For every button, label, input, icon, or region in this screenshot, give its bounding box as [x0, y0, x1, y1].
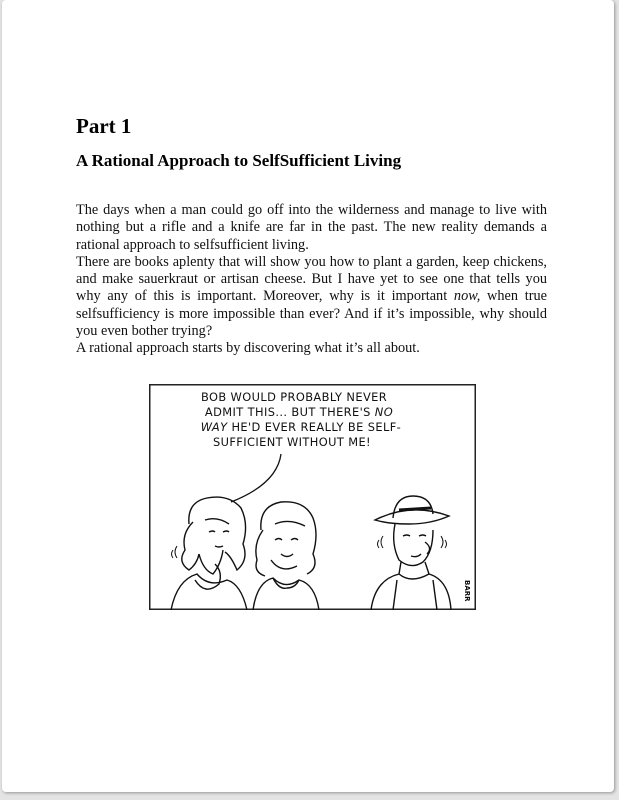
paragraph-3: A rational approach starts by discovering what it’s all about.	[76, 340, 420, 357]
caption-line-2: ADMIT THIS... BUT THERE'S NO	[204, 405, 394, 419]
paragraph-2	[76, 254, 547, 340]
caption-line-1: BOB WOULD PROBABLY NEVER	[200, 390, 388, 404]
caption-line-4: SUFFICIENT WITHOUT ME!	[212, 435, 372, 449]
paragraph-2-part-a: There are books aplenty that will show you how to plant a garden, keep chickens, and make sauerkraut or artisan cheese. But I have yet to see one that tells you why any of this is important. Moreover, why is it important	[76, 253, 547, 305]
part-heading: Part 1	[76, 114, 132, 138]
caption-line-3: WAY HE'D EVER REALLY BE SELF-	[200, 420, 402, 434]
paragraph-2-emphasis: now,	[453, 288, 481, 305]
paragraph-2-part-b: when true selfsufficiency is more impossible than ever? And if it’s impossible, why should you even bother trying?	[76, 288, 547, 340]
document-page	[2, 0, 614, 792]
cartoon-illustration	[149, 384, 476, 610]
body-text	[76, 202, 547, 358]
chapter-title: A Rational Approach to SelfSufficient Living	[76, 151, 402, 170]
paragraph-1: The days when a man could go off into the wilderness and manage to live with nothing but a rifle and a knife are far in the past. The new reality demands a rational approach to selfsufficient living.	[76, 202, 547, 253]
artist-signature: BARR	[463, 580, 471, 602]
